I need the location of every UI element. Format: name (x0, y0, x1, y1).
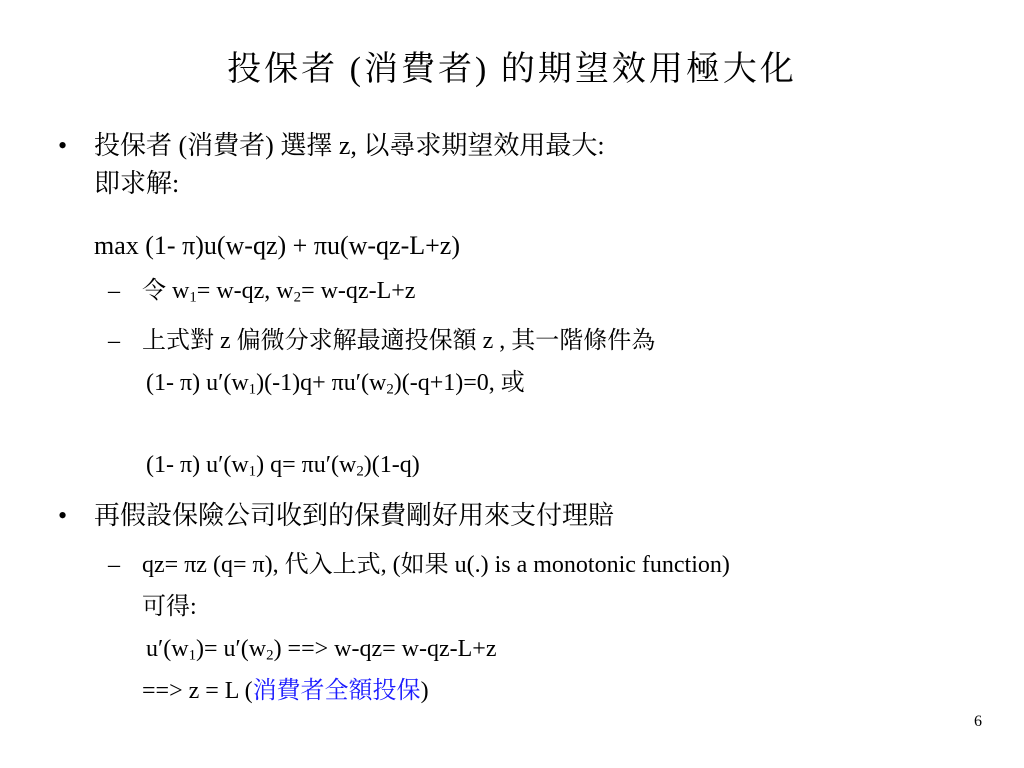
foc-equation-1 (146, 366, 525, 400)
eq2-b: ) q= πu′(w (256, 452, 357, 478)
eq1-s2: 2 (386, 381, 394, 398)
sub-item-definitions (142, 274, 415, 308)
result-line (142, 674, 429, 708)
def-sub-a: 1 (189, 289, 197, 306)
result-prefix: ==> z = L ( (142, 678, 253, 704)
result-suffix: ) (420, 678, 429, 704)
bullet-1-line-1: 投保者 (消費者) 選擇 z, 以尋求期望效用最大: (94, 131, 605, 160)
foc-equation-2 (146, 448, 420, 482)
bullet-marker: • (58, 131, 68, 160)
mu-s1: 1 (188, 647, 197, 664)
eq2-c: )(1-q) (363, 452, 420, 478)
sub-marker: – (108, 278, 120, 304)
def-sub-b: 2 (293, 289, 302, 306)
eq1-b: )(-1)q+ πu′(w (256, 370, 387, 396)
eq1-a: (1- π) u′(w (146, 370, 249, 396)
def-text-a: 令 w (142, 278, 190, 304)
full-insurance-highlight: 消費者全額投保 (252, 678, 421, 704)
mu-s2: 2 (266, 647, 274, 664)
eq1-s1: 1 (248, 381, 257, 398)
def-text-c: = w-qz-L+z (301, 278, 416, 304)
page-number: 6 (974, 713, 982, 730)
eq1-c: )(-q+1)=0, 或 (393, 370, 525, 396)
eq2-s1: 1 (248, 463, 257, 480)
sub-marker: – (108, 328, 120, 354)
bullet-2-line-1: 再假設保險公司收到的保費剛好用來支付理賠 (94, 501, 615, 530)
bullet-1-line-2: 即求解: (94, 169, 180, 198)
objective-equation: max (1- π)u(w-qz) + πu(w-qz-L+z) (94, 231, 460, 260)
slide-title: 投保者 (消費者) 的期望效用極大化 (227, 51, 797, 88)
bullet-marker: • (58, 501, 68, 530)
def-text-b: = w-qz, w (196, 278, 294, 304)
mu-a: u′(w (146, 636, 189, 662)
eq2-a: (1- π) u′(w (146, 452, 249, 478)
marginal-utility-equation (146, 632, 497, 666)
sub-item-derive: 可得: (142, 594, 197, 620)
eq2-s2: 2 (356, 463, 364, 480)
sub-item-foc-intro: 上式對 z 偏微分求解最適投保額 z , 其一階條件為 (142, 328, 656, 354)
sub-marker: – (108, 552, 120, 578)
mu-c: ) ==> w-qz= w-qz-L+z (273, 636, 497, 662)
mu-b: )= u′(w (196, 636, 267, 662)
sub-item-substitution: qz= πz (q= π), 代入上式, (如果 u(.) is a monotonic function) (142, 552, 730, 578)
